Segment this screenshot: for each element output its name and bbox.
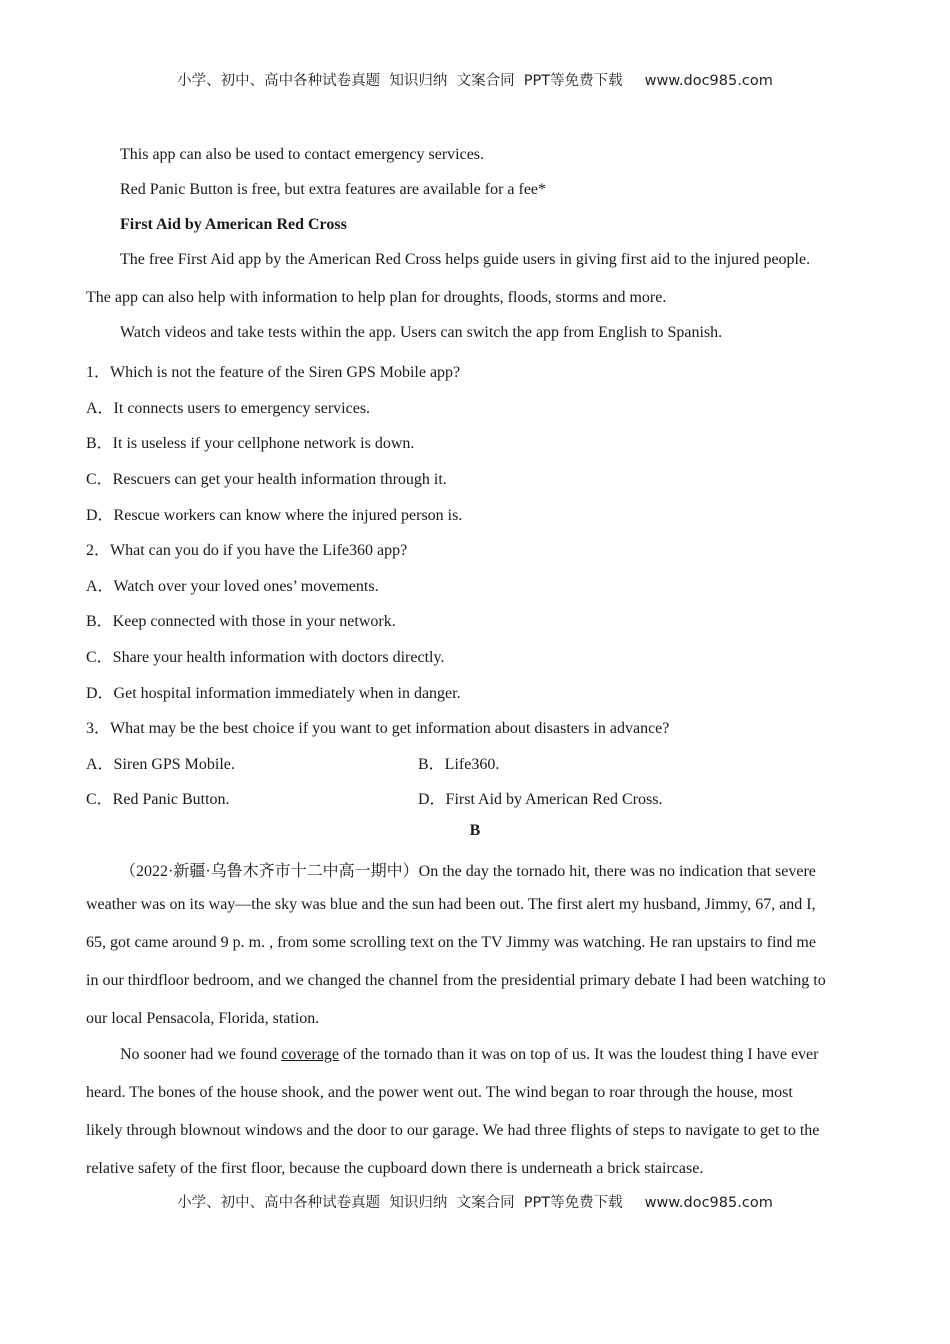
section-title: B bbox=[469, 822, 481, 839]
text-run: No sooner had we found bbox=[120, 1046, 282, 1063]
header-site-link[interactable]: www.doc985.com bbox=[644, 73, 773, 89]
footer-site-link[interactable]: www.doc985.com bbox=[644, 1195, 773, 1211]
page-header bbox=[0, 69, 950, 90]
paragraph-line: relative safety of the first floor, because the cupboard down there is underneath a brick staircase. bbox=[86, 1160, 704, 1177]
paragraph-line: The app can also help with information to help plan for droughts, floods, storms and more. bbox=[86, 289, 667, 306]
paragraph-line bbox=[120, 1046, 818, 1064]
question-option: D．Rescue workers can know where the injured person is. bbox=[86, 507, 463, 524]
question-option: D．First Aid by American Red Cross. bbox=[418, 791, 663, 808]
paragraph-line: in our thirdfloor bedroom, and we changed the channel from the presidential primary debate I had been watching to bbox=[86, 972, 826, 989]
paragraph-line: likely through blownout windows and the door to our garage. We had three flights of steps to navigate to get to the bbox=[86, 1122, 820, 1139]
question-option: B．It is useless if your cellphone network is down. bbox=[86, 435, 415, 452]
paragraph-line: our local Pensacola, Florida, station. bbox=[86, 1010, 320, 1027]
question-option: D．Get hospital information immediately when in danger. bbox=[86, 685, 461, 702]
page-footer bbox=[0, 1191, 950, 1212]
question-stem: 3．What may be the best choice if you want to get information about disasters in advance? bbox=[86, 720, 670, 737]
text-run: of the tornado than it was on top of us. It was the loudest thing I have ever bbox=[339, 1046, 819, 1063]
question-stem: 2．What can you do if you have the Life360 app? bbox=[86, 542, 408, 559]
paragraph-line: weather was on its way—the sky was blue and the sun had been out. The first alert my husband, Jimmy, 67, and I, bbox=[86, 896, 816, 913]
question-option: B．Life360. bbox=[418, 756, 500, 773]
paragraph: Watch videos and take tests within the app. Users can switch the app from English to Spanish. bbox=[120, 324, 723, 341]
question-stem: 1．Which is not the feature of the Siren GPS Mobile app? bbox=[86, 364, 461, 381]
header-text: 小学、初中、高中各种试卷真题 知识归纳 文案合同 PPT等免费下载 bbox=[177, 73, 623, 89]
question-option: A．Siren GPS Mobile. bbox=[86, 756, 235, 773]
question-option: C．Red Panic Button. bbox=[86, 791, 230, 808]
paragraph: This app can also be used to contact emergency services. bbox=[120, 146, 485, 163]
question-option: C．Share your health information with doctors directly. bbox=[86, 649, 445, 666]
footer-text: 小学、初中、高中各种试卷真题 知识归纳 文案合同 PPT等免费下载 bbox=[177, 1195, 623, 1211]
question-option: B．Keep connected with those in your network. bbox=[86, 613, 396, 630]
question-option: A．Watch over your loved ones’ movements. bbox=[86, 578, 379, 595]
question-option: C．Rescuers can get your health information through it. bbox=[86, 471, 447, 488]
underlined-word: coverage bbox=[281, 1046, 340, 1063]
section-heading: First Aid by American Red Cross bbox=[120, 216, 347, 233]
paragraph-line: （2022·新疆·乌鲁木齐市十二中高一期中）On the day the tornado hit, there was no indication that severe bbox=[120, 863, 816, 880]
paragraph-line: 65, got came around 9 p. m. , from some scrolling text on the TV Jimmy was watching. He ran upstairs to find me bbox=[86, 934, 816, 951]
paragraph-line: The free First Aid app by the American Red Cross helps guide users in giving first aid to the injured people. bbox=[120, 251, 811, 268]
question-option: A．It connects users to emergency services. bbox=[86, 400, 371, 417]
paragraph: Red Panic Button is free, but extra features are available for a fee* bbox=[120, 181, 547, 198]
paragraph-line: heard. The bones of the house shook, and the power went out. The wind began to roar through the house, most bbox=[86, 1084, 793, 1101]
